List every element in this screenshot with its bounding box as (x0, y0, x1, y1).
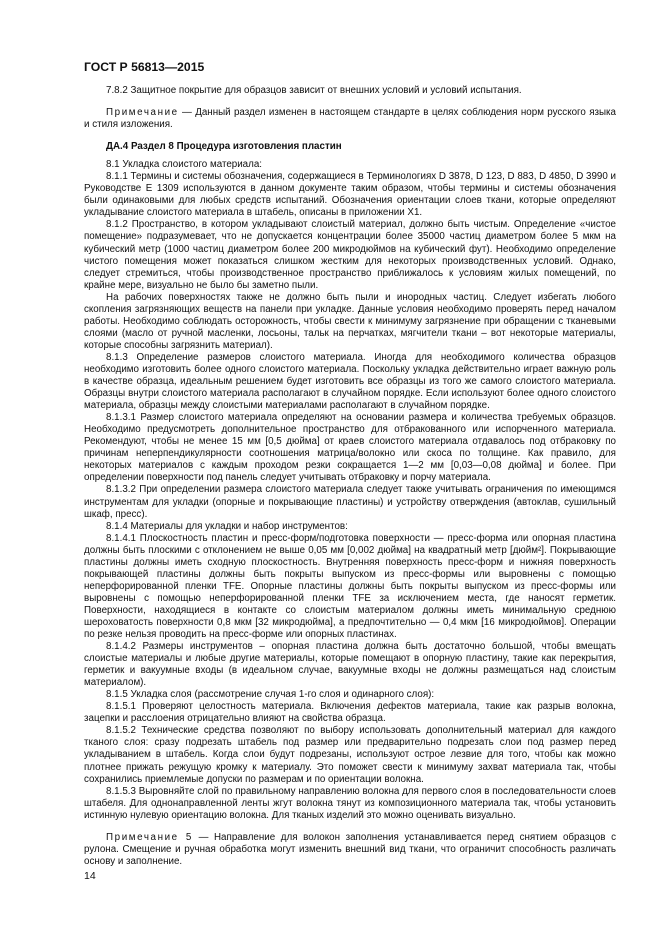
note-5-paragraph (84, 832, 616, 868)
paragraph-8-1-3-2: 8.1.3.2 При определении размера слоистого материала следует также учитывать ограничения по имеющимся инструментам для укладки (опорные и покрывающие пластины) и устройству отверждения (автоклав, сушильный шкаф, пресс). (84, 484, 616, 520)
paragraph-8-1-1: 8.1.1 Термины и системы обозначения, содержащиеся в Терминологиях D 3878, D 123, D 883, D 4850, D 3990 и Руководстве Е 1309 используются в данном документе таким образом, чтобы термины и системы обозначения были одинаковыми для любых средств испытаний. Обозначения ориентации слоев ткани, которые определяют укладывание слоистого материала в штабель, описаны в приложении X1. (84, 171, 616, 219)
page-body (84, 85, 616, 868)
paragraph-8-1: 8.1 Укладка слоистого материала: (106, 159, 263, 171)
page-number: 14 (84, 870, 96, 882)
paragraph-8-1-5: 8.1.5 Укладка слоя (рассмотрение случая 1-го слоя и одинарного слоя): (106, 689, 435, 701)
paragraph-8-1-3-1: 8.1.3.1 Размер слоистого материала определяют на основании размера и количества требуемых образцов. Необходимо предусмотреть дополнительное пространство для отбракованного или испорченного материала. Рекомендуют, чтобы не менее 15 мм [0,5 дюйма] от краев слоистого материала отдавалось под отбраковку по причинам неперпендикулярности соотношения матрица/волокно или скоса по толщине. Как правило, для некоторых материалов с каждым проходом резки сокращается 1—2 мм [0,03—0,08 дюйма] и более. При определении поверхности под панель следует учитывать отбраковку и порчу материала. (84, 412, 616, 484)
paragraph-8-1-4-2: 8.1.4.2 Размеры инструментов – опорная пластина должна быть достаточно большой, чтобы вмещать слоистые материалы и любые другие материалы, которые помещают в опорную пластину, такие как перекрытия, герметик и вакуумные входы (в идеальном случае, вакуумные входы не должны размещаться над слоистым материалом). (84, 641, 616, 689)
note-5-text: — Направление для волокон заполнения устанавливается перед снятием образцов с рулона. Смещение и ручная обработка могут изменить внешний вид ткани, что ограничит способность различать основу и заполнение. (84, 831, 616, 867)
paragraph-8-1-5-1: 8.1.5.1 Проверяют целостность материала. Включения дефектов материала, такие как разрыв волокна, зацепки и расслоения отрицательно влияют на свойства образца. (84, 701, 616, 725)
paragraph-8-1-5-2: 8.1.5.2 Технические средства позволяют по выбору использовать дополнительный материал для каждого тканого слоя: сразу подрезать штабель под размер или предварительно подрезать слои под размер перед укладыванием в штабель. Когда слои будут подрезаны, используют острое лезвие для того, чтобы как можно плотнее прижать режущую кромку к материалу. Это поможет свести к минимуму захват материала так, чтобы сохранились приемлемые допуски по размерам и по ориентации волокна. (84, 725, 616, 785)
paragraph-8-1-5-3: 8.1.5.3 Выровняйте слой по правильному направлению волокна для первого слоя в последовательности слоев штабеля. Для однонаправленной ленты жгут волокна тянут из композиционного материала так, чтобы установить истинную нулевую ориентацию волокна. Для тканых изделий это можно оценивать визуально. (84, 785, 616, 821)
paragraph-8-1-4: 8.1.4 Материалы для укладки и набор инструментов: (106, 520, 348, 532)
note-5-label: Примечание 5 (106, 831, 193, 843)
note-text: — Данный раздел изменен в настоящем стандарте в целях соблюдения норм русского языка и стиля изложения. (84, 107, 616, 131)
note-label: Примечание (106, 107, 179, 119)
note-paragraph (84, 107, 616, 131)
paragraph-8-1-3: 8.1.3 Определение размеров слоистого материала. Иногда для необходимого количества образцов необходимо изготовить более одного слоистого материала. Поскольку укладка действительно играет важную роль в качестве образца, идеальным решением будет изготовить все образцы из того же самого слоистого материала. Образцы внутри слоистого материала располагают в случайном порядке. Если используют более одного слоистого материала, образцы между слоистыми материалами располагают в случайном порядке. (84, 351, 616, 412)
paragraph-7-8-2: 7.8.2 Защитное покрытие для образцов зависит от внешних условий и условий испытания. (106, 85, 522, 96)
document-header: ГОСТ Р 56813—2015 (84, 60, 205, 74)
paragraph-8-1-4-1: 8.1.4.1 Плоскостность пластин и пресс-форм/подготовка поверхности — пресс-форма или опорная пластина должны быть плоскими с отклонением не выше 0,05 мм [0,002 дюйма] на квадратный метр [дюйм²]. Покрывающие пластины должны иметь сходную плоскостность. Внутренняя поверхность пресс-форм и нижняя поверхность покрывающей пластины должны быть покрыты выпуском из пресс-формы или выровнены с помощью неперфорированной пленки TFE. Опорные пластины должны быть покрыты выпуском из пресс-формы или выровнены с помощью неперфорированной пленки TFE за исключением места, где наносят герметик. Поверхности, находящиеся в контакте со слоистым материалом должны иметь минимальную среднюю шероховатость поверхности 0,8 мкм [32 микродюйма], а предпочтительно — 0,4 мкм [16 микродюймов]. Операции по резке нельзя проводить на пресс-форме или опорных пластинах. (84, 532, 616, 641)
paragraph-8-1-2: 8.1.2 Пространство, в котором укладывают слоистый материал, должно быть чистым. Определение «чистое помещение» подразумевает, что не допускается концентрации более 35000 частиц диаметром более 5 мкм на кубический метр (1000 частиц диаметром более 200 микродюймов на кубический фут). Необходимо определение чистого помещения может показаться слишком жестким для некоторых производственных условий. Однако, следует стремиться, чтобы производственное пространство приближалось к условиям жилых помещений, по крайне мере, визуально не было бы заметно пыли. (84, 219, 616, 291)
section-heading: ДА.4 Раздел 8 Процедура изготовления пластин (106, 141, 342, 153)
paragraph-dust: На рабочих поверхностях также не должно быть пыли и инородных частиц. Следует избегать любого скопления загрязняющих веществ на панели при укладке. Данные условия необходимо проверять перед началом работы. Необходимо соблюдать осторожность, чтобы свести к минимуму загрязнение при обращении с тканевыми слоями (масло от ручной масленки, лосьоны, тальк на перчатках, мягчители ткани – вот некоторые материалы, которые способны загрязнить материал). (84, 291, 616, 351)
